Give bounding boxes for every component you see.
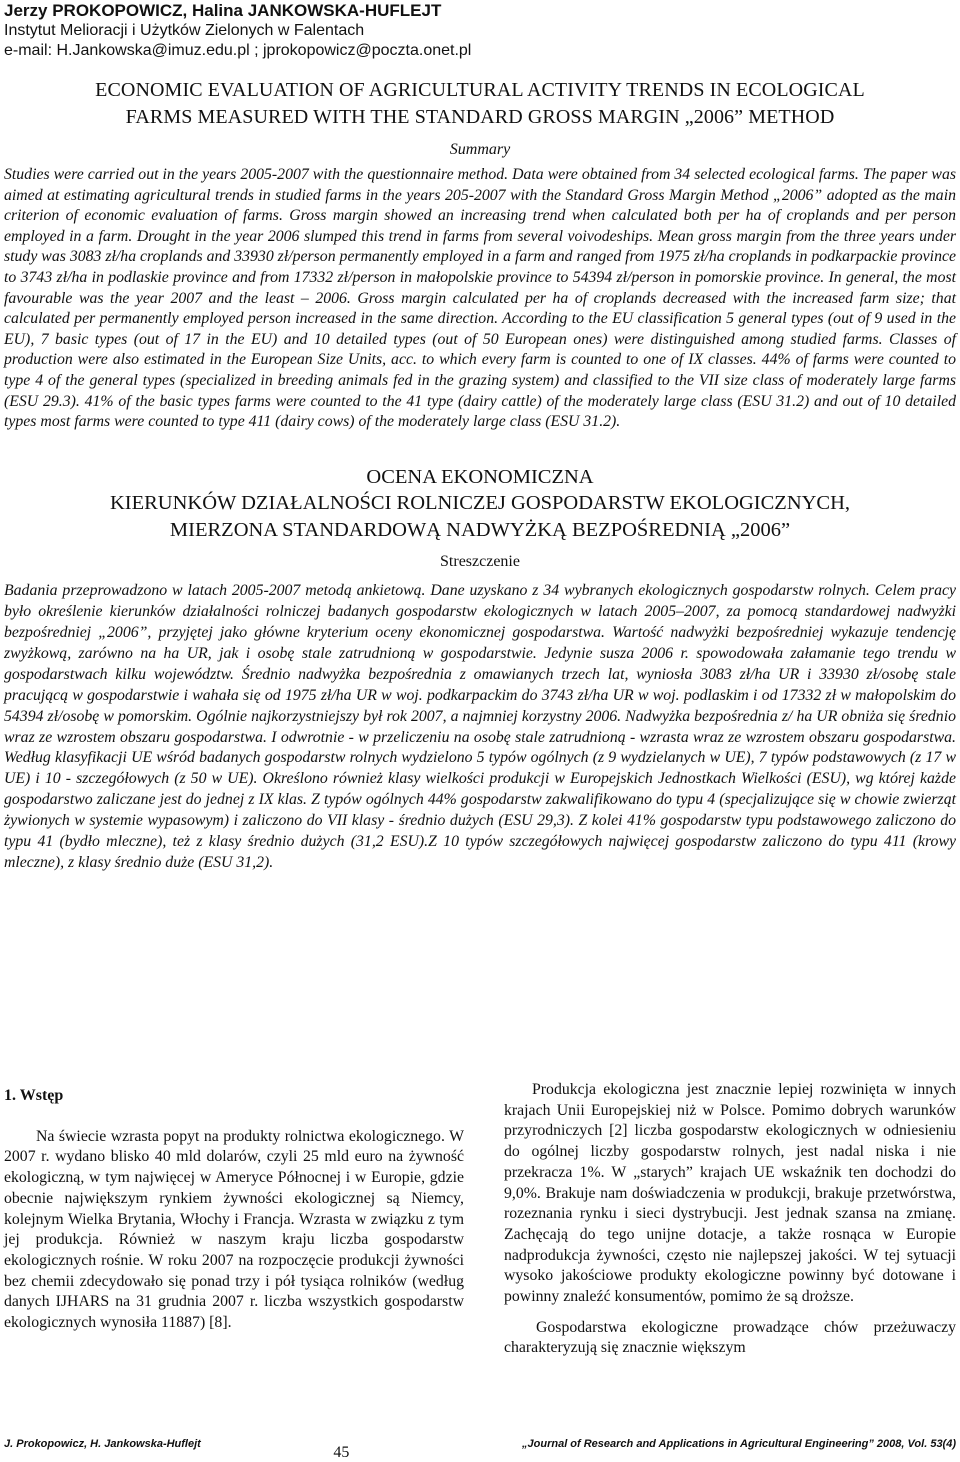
body-columns <box>4 1080 956 1359</box>
body-paragraph: Gospodarstwa ekologiczne prowadzące chów przeżuwaczy charakteryzują się znacznie większym <box>504 1318 956 1357</box>
institute: Instytut Melioracji i Użytków Zielonych w Falentach <box>4 22 365 39</box>
page-footer <box>4 1438 956 1462</box>
body-paragraph: Na świecie wzrasta popyt na produkty rolnictwa ekologicznego. W 2007 r. wydano blisko 40 mld dolarów, czyli 25 mld euro na żywność ekologiczną, w tym najwięcej w Ameryce Północnej i w Europie, gdzie obecnie największym rynkiem żywności ekologicznej są Niemcy, kolejnym Wielka Brytania, Włochy i Francja. Wzrasta w związku z tym jej produkcja. Również w naszym kraju liczba gospodarstw ekologicznych rośnie. W roku 2007 na rozpoczęcie produkcji żywności bez chemii zdecydowało się ponad trzy i pół tysiąca rolników (według danych IJHARS na 31 grudnia 2007 r. liczba wszystkich gospodarstw ekologicznych wynosiła 11887) [8]. <box>4 1127 464 1332</box>
english-title <box>4 77 956 131</box>
english-title-line: ECONOMIC EVALUATION OF AGRICULTURAL ACTIVITY TRENDS IN ECOLOGICAL <box>95 79 865 101</box>
streszczenie-text: Badania przeprowadzono w latach 2005-2007 metodą ankietową. Dane uzyskano z 34 wybranych ekologicznych gospodarstw rolnych. Celem pracy było określenie kierunków działalności rolniczej badanych gospodarstw ekologicznych w latach 2005–2007, za pomocą standardowej nadwyżki bezpośredniej „2006”, przyjętej jako główne kryterium oceny ekonomicznej gospodarstwa. Wartość nadwyżki bezpośredniej wykazuje tendencję zwyżkową, zarówno na ha UR, jak i osobę stale zatrudnioną w gospodarstwie. Jedynie susza 2006 r. spowodowała załamanie tego trendu w gospodarstwach kilku województw. Średnio nadwyżka bezpośrednia z omawianych trzech lat, wyniosła 3083 zł/ha UR i 33930 zł/osobę stale pracującą w gospodarstwie i wahała się od 1975 zł/ha UR w woj. podkarpackim do 3743 zł/ha UR w woj. podlaskim i od 17332 zł w małopolskim do 54394 zł/osobę w pomorskim. Ogólnie najkorzystniejszy był rok 2007, a najmniej korzystny 2006. Nadwyżka bezpośrednia z/ ha UR obniża się średnio wraz ze wzrostem obszaru gospodarstwa. I odwrotnie - w przeliczeniu na osobę stale zatrudnioną - wzrasta wraz ze wzrostem obszaru gospodarstwa. Według klasyfikacji UE wśród badanych gospodarstw rolnych wydzielono 5 typów ogólnych (z 9 wydzielanych w UE), 7 typów podstawowych (z 17 w UE) i 10 - szczegółowych (z 50 w UE). Określono również klasy wielkości produkcji w Europejskich Jednostkach Wielkości (ESU), wg której każde gospodarstwo zaliczane jest do jednej z IX klas. Z typów ogólnych 44% gospodarstw zakwalifikowano do typu 4 (specjalizujące się w chowie zwierząt żywionych w systemie wypasowym) i zaliczono do VII klasy - średnio dużych (ESU 29,3). Z kolei 41% gospodarstw typu podstawowego zaliczono do typu 41 (bydło mleczne), też z klasy średnio dużych (31,2 ESU).Z 10 typów szczegółowych najwięcej gospodarstw zaliczono do typu 411 (krowy mleczne), z klasy średnio duże (ESU 31,2). <box>4 582 956 871</box>
author-emails[interactable]: e-mail: H.Jankowska@imuz.edu.pl ; jprokopowicz@poczta.onet.pl <box>4 42 472 59</box>
section-heading: 1. Wstęp <box>4 1087 64 1104</box>
polish-title <box>4 464 956 544</box>
summary-text: Studies were carried out in the years 2005-2007 with the questionnaire method. Data were obtained from 34 selected ecological farms. The paper was aimed at estimating agricultural trends in studied farms in the years 205-2007 with the Standard Gross Margin Method „2006” adopted as the main criterion of economic evaluation of farms. Gross margin showed an increasing trend when calculated both per ha of croplands and per person employed in a farm. Drought in the year 2006 slumped this trend in farms from several voivodeships. Mean gross margin from the three years under study was 3083 zł/ha croplands and 33930 zł/person permanently employed in a farm and ranged from 1975 zł/ha croplands in podkarpackie province to 3743 zł/ha in podlaskie province and from 17332 zł/person in małopolskie province to 54394 zł/person in pomorskie province. In general, the most favourable was the year 2007 and the least – 2006. Gross margin calculated per ha of croplands decreased with the increased farm size; that calculated per permanently employed person increased in the same direction. According to the EU classification 5 general types (out of 9 used in the EU), 7 basic types (out of 17 in the EU) and 10 detailed types (out of 50 European ones) were distinguished among studied farms. Classes of production were also estimated in the European Size Units, acc. to which every farm is counted to one of IX classes. 44% of farms were counted to type 4 of the general types (specialized in breeding animals fed in the grazing system) and classified to the VII size class of moderately large farms (ESU 29.3). 41% of the basic types farms were counted to the 41 type (dairy cattle) of the moderately large class (ESU 31.2) and out of 10 detailed types most farms were counted to type 411 (dairy cows) of the moderately large class (ESU 31.2). <box>4 166 956 431</box>
streszczenie-heading: Streszczenie <box>440 553 520 571</box>
polish-title-line: MIERZONA STANDARDOWĄ NADWYŻKĄ BEZPOŚREDNIĄ „2006” <box>169 518 791 541</box>
authors: Jerzy PROKOPOWICZ, Halina JANKOWSKA-HUFLEJT <box>4 1 442 20</box>
page-number: 45 <box>333 1444 350 1461</box>
polish-title-line: KIERUNKÓW DZIAŁALNOŚCI ROLNICZEJ GOSPODARSTW EKOLOGICZNYCH, <box>109 492 851 515</box>
english-title-line: FARMS MEASURED WITH THE STANDARD GROSS MARGIN „2006” METHOD <box>125 106 835 128</box>
polish-title-line: OCENA EKONOMICZNA <box>366 465 594 488</box>
right-column <box>504 1080 956 1359</box>
body-paragraph: Produkcja ekologiczna jest znacznie lepiej rozwinięta w innych krajach Unii Europejskiej niż w Polsce. Pomimo dobrych warunków przyrodniczych [2] liczba gospodarstw ekologicznych w odniesieniu do ogólnej liczby gospodarstw rolnych, jest nadal niska i nie przekracza 1%. W „starych” krajach UE wskaźnik ten dochodzi do 9,0%. Brakuje nam doświadczenia w produkcji, brakuje przetwórstwa, rozeznania rynku i sieci dystrybucji. Jest jednak szansa na zmianę. Zachęcają do tego unijne dotacje, a także rosnąca w Europie nadprodukcja żywności, często nie najlepszej jakości. W tej sytuacji wysoko jakościowe produkty ekologiczne powinny być dotowane i powinny znaleźć konsumentów, pomimo że są droższe. <box>504 1081 956 1306</box>
footer-authors: J. Prokopowicz, H. Jankowska-Huflejt <box>4 1438 201 1450</box>
article-header <box>4 1 956 61</box>
left-column <box>4 1080 464 1359</box>
summary-heading: Summary <box>449 141 511 158</box>
footer-journal: „Journal of Research and Applications in Agricultural Engineering” 2008, Vol. 53(4) <box>522 1438 956 1450</box>
